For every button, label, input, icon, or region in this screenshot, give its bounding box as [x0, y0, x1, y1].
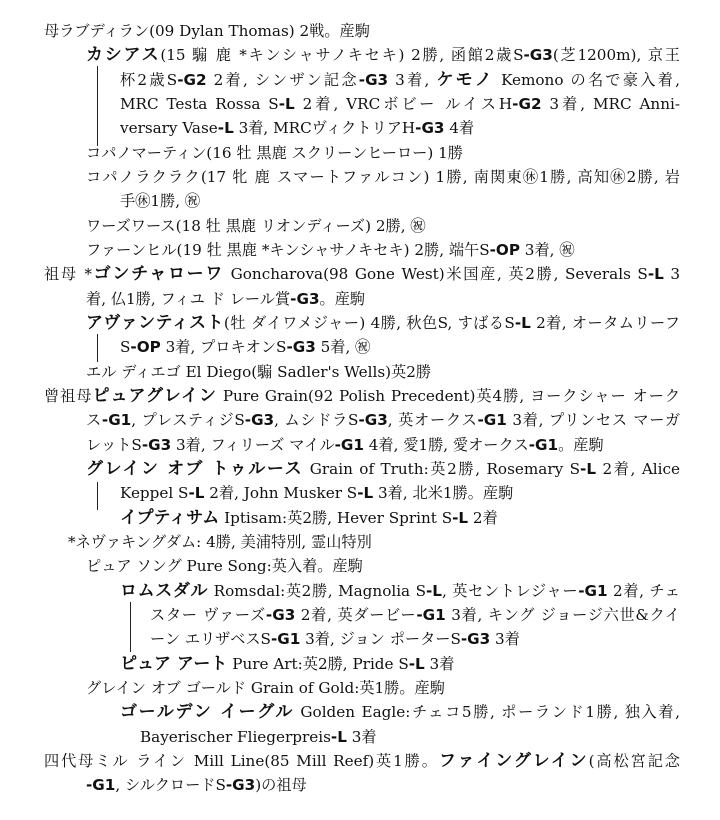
horse-name: カシアス [86, 45, 161, 66]
text-segment: Grain of Truth:英2勝, Rosemary S [303, 459, 581, 478]
text-segment: , 英セントレジャー [441, 581, 579, 600]
text-segment: (芝1200m), 京王 [552, 46, 680, 65]
grade-label: -L [357, 484, 374, 503]
text-segment: Golden Eagle:チェコ5勝, ポーランド1勝, 独入着, [293, 703, 680, 722]
text-segment: *ネヴァキングダム: 4勝, 美浦特別, 霊山特別 [68, 532, 372, 551]
grade-label: -L [514, 313, 531, 332]
text-segment: 2着, Alice [596, 459, 681, 478]
text-segment: 着, 仏1勝, フィユ ド レール賞 [86, 289, 291, 308]
grade-label: -G3 [290, 289, 320, 308]
text-segment: 曾祖母 [44, 386, 93, 405]
text-segment: , 英オークス [387, 411, 478, 430]
text-segment: Kemono の名で豪入着, [494, 70, 680, 89]
grade-label: -G1 [270, 630, 301, 649]
horse-name: イプティサム [120, 507, 220, 528]
grade-label: -G2 [512, 94, 542, 113]
horse-name: アヴァンティスト [86, 312, 224, 333]
text-segment: Pure Grain(92 Polish Precedent)英4勝, ヨークシャー オーク [217, 386, 681, 405]
text-segment: 3着, MRCヴィクトリアH [233, 119, 416, 138]
text-segment: グレイン オブ ゴールド Grain of Gold:英1勝。産駒 [86, 678, 445, 697]
text-segment: (牡 ダイワメジャー) 4勝, 秋色S, すばるS [223, 313, 515, 332]
text-segment: 2着, VRCボビー ルイスH [294, 94, 513, 113]
grade-label: -G1 [334, 435, 364, 454]
text-segment: Keppel S [120, 484, 189, 503]
grade-label: -L [330, 727, 347, 746]
grade-label: -G3 [286, 338, 316, 357]
grade-label: -L [425, 581, 442, 600]
text-segment: 3着, MRC Anni- [541, 94, 680, 113]
grade-label: -L [217, 119, 234, 138]
text-segment: Iptisam:英2勝, Hever Sprint S [219, 508, 453, 527]
text-segment: (高松宮記念 [588, 751, 680, 770]
text-segment: 3着, [388, 70, 437, 89]
text-segment: 2着, チェ [607, 581, 680, 600]
text-segment: 3着, ジョン ポーターS [300, 630, 461, 649]
text-segment: 2着, シンザン記念 [206, 70, 359, 89]
grade-label: -G3 [358, 70, 389, 89]
text-segment: ーン エリザベスS [150, 630, 271, 649]
text-segment: 2着, 英ダービー [295, 605, 417, 624]
text-segment: )の祖母 [255, 776, 307, 795]
text-segment: 四代母ミル ライン Mill Line(85 Mill Reef)英1勝。 [44, 751, 439, 770]
text-line [0, 770, 720, 800]
grade-label: -L [580, 459, 596, 478]
text-segment: ファーンヒル(19 牡 黒鹿 *キンシャサノキセキ) 2勝, 端午S [86, 240, 490, 259]
text-segment: スター ヴァーズ [150, 605, 266, 624]
text-segment: 5着, ㊗ [315, 338, 371, 357]
grade-label: -G3 [225, 776, 256, 795]
grade-label: -G1 [101, 411, 132, 430]
text-segment: 母ラブディラン(09 Dylan Thomas) 2戦。産駒 [44, 22, 370, 40]
text-segment: 2着, オータムリーフ [530, 313, 680, 332]
text-segment: 3着, プリンセス マーガ [506, 411, 681, 430]
text-segment: 3着 [490, 630, 520, 649]
grade-label: -G3 [415, 119, 445, 138]
grade-label: -L [188, 484, 205, 503]
text-segment: 。産駒 [558, 435, 604, 454]
text-segment: 3着, ㊗ [519, 240, 575, 259]
text-segment: 杯2歳S [120, 70, 178, 89]
text-segment: ワーズワース(18 牡 黒鹿 リオンディーズ) 2勝, ㊗ [86, 216, 426, 235]
grade-label: -G3 [141, 435, 172, 454]
grade-label: -G3 [265, 605, 296, 624]
grade-label: -L [452, 508, 469, 527]
text-segment: 3着, プロキオンS [160, 338, 287, 357]
text-segment: 3着 [346, 727, 377, 746]
text-segment: コパノラクラク(17 牝 鹿 スマートファルコン) 1勝, 南関東㊡1勝, 高知㊡2勝, 岩 [86, 167, 680, 186]
grade-label: -G1 [528, 435, 559, 454]
text-segment: 3着, フィリーズ マイル [171, 435, 335, 454]
text-segment: Bayerischer Fliegerpreis [140, 727, 331, 746]
text-segment: , プレスティジS [131, 411, 245, 430]
horse-name: ロムスダル [120, 580, 209, 601]
text-segment: 4着 [444, 119, 475, 138]
grade-label: -G1 [416, 605, 446, 624]
horse-name: ゴンチャローワ [91, 264, 225, 285]
grade-label: -L [647, 265, 664, 284]
text-segment: レットS [86, 435, 142, 454]
horse-name: ケモノ [436, 69, 495, 90]
text-segment: (15 騸 鹿 *キンシャサノキセキ) 2勝, 函館2歳S [160, 46, 524, 65]
text-segment: Pure Art:英2勝, Pride S [227, 654, 409, 673]
text-segment: 。産駒 [319, 289, 366, 308]
horse-name: ピュア アート [120, 653, 228, 674]
grade-label: -L [278, 94, 295, 113]
text-segment: 4着, 愛1勝, 愛オークス [363, 435, 529, 454]
text-segment: 2着, John Musker S [204, 484, 358, 503]
horse-name: グレイン オブ トゥルース [86, 458, 304, 479]
grade-label: -G3 [358, 411, 388, 430]
text-segment: 3着 [424, 654, 455, 673]
text-segment: 3着, キング ジョージ六世&クイ [445, 605, 680, 624]
grade-label: -G1 [86, 776, 116, 795]
grade-label: -G1 [578, 581, 608, 600]
text-segment: エル ディエゴ El Diego(騸 Sadler's Wells)英2勝 [86, 362, 432, 381]
grade-label: -G3 [460, 630, 491, 649]
text-segment: 祖母 * [44, 265, 92, 284]
horse-name: ファイングレイン [438, 750, 589, 771]
text-segment: ピュア ソング Pure Song:英入着。産駒 [86, 557, 363, 576]
text-segment: , ムシドラS [274, 411, 359, 430]
text-segment: MRC Testa Rossa S [120, 94, 279, 113]
horse-name: ピュアグレイン [92, 385, 218, 406]
text-segment: Romsdal:英2勝, Magnolia S [208, 581, 426, 600]
text-segment: versary Vase [120, 119, 218, 138]
text-segment: 2着 [468, 508, 498, 527]
grade-label: -G1 [477, 411, 507, 430]
grade-label: -G3 [244, 411, 275, 430]
grade-label: -G3 [523, 46, 553, 65]
text-segment: 手㊡1勝, ㊗ [120, 192, 201, 211]
text-segment: Goncharova(98 Gone West)米国産, 英2勝, Severals S [224, 265, 648, 284]
grade-label: -L [408, 654, 425, 673]
grade-label: -OP [489, 240, 520, 259]
grade-label: -OP [130, 338, 161, 357]
text-segment: ス [86, 411, 102, 430]
text-segment: 3着, 北米1勝。産駒 [373, 484, 514, 503]
grade-label: -G2 [177, 70, 207, 89]
text-segment: , シルクロードS [115, 776, 226, 795]
text-segment: S [120, 338, 131, 357]
text-segment: 3 [663, 265, 680, 284]
horse-name: ゴールデン イーグル [120, 702, 294, 723]
text-segment: コパノマーティン(16 牡 黒鹿 スクリーンヒーロー) 1勝 [86, 143, 463, 162]
